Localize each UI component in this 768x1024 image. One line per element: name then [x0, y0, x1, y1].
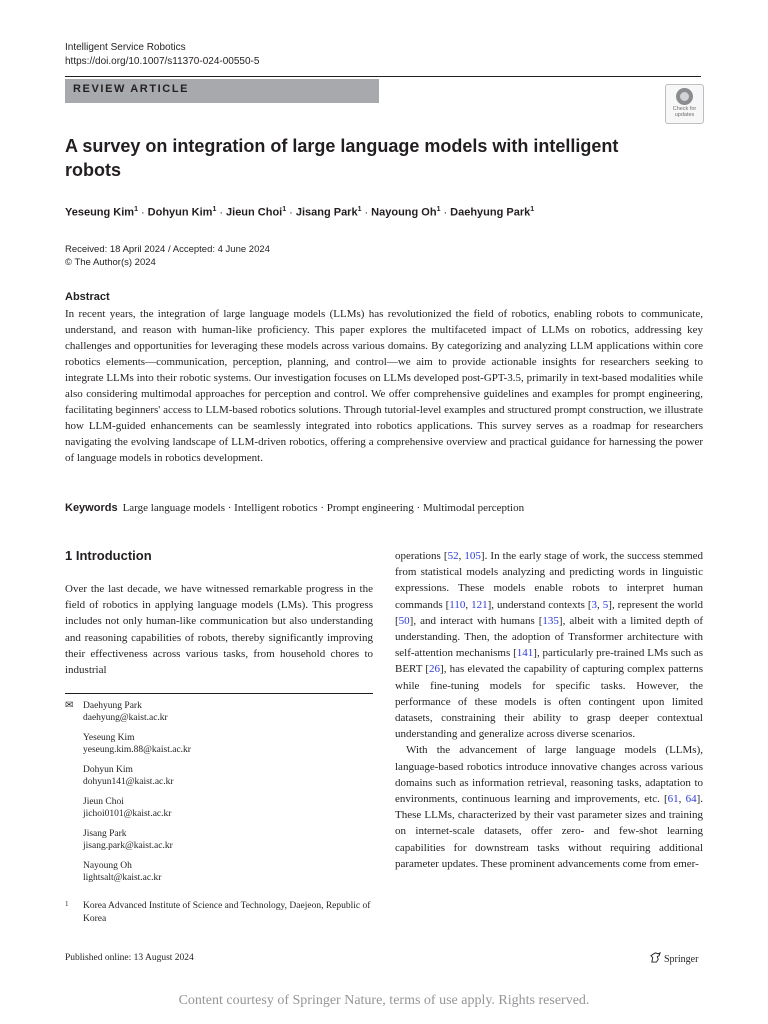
citation-link[interactable]: 135	[542, 614, 559, 627]
author-affiliation-mark: 1	[436, 206, 441, 213]
contact-name: Jieun Choi	[83, 797, 124, 807]
publisher-name: Springer	[664, 954, 699, 965]
check-updates-line2: updates	[674, 112, 695, 118]
contact-entry	[65, 764, 373, 788]
author-name[interactable]: Nayoung Oh	[371, 206, 437, 219]
springer-logo	[650, 952, 698, 965]
author-affiliation-mark: 1	[282, 206, 287, 213]
contact-email[interactable]: dohyun141@kaist.ac.kr	[83, 777, 174, 787]
check-updates-icon	[676, 88, 693, 105]
check-for-updates-badge[interactable]	[665, 84, 704, 124]
contact-name: Dohyun Kim	[83, 765, 133, 775]
article-dates	[65, 243, 270, 269]
received-accepted: Received: 18 April 2024 / Accepted: 4 June 2024	[65, 244, 270, 255]
abstract-text: In recent years, the integration of large language models (LLMs) has revolutionized the field of robotics, enabling robots to communicate, understand, and reason with human-like proficiency. This paper explores the multifaceted impact of LLMs on robotics, addressing key challenges and opportunities for leveraging these models across various domains. By categorizing and analyzing LLM applications within core robotics elements—communication, perception, planning, and control—we aim to provide actionable insights for researchers seeking to integrate LLMs into their robotic systems. Our investigation focuses on LLMs developed post-GPT-3.5, primarily in text-based modalities while also considering multimodal approaches for perception and control. We offer comprehensive guidelines and examples for prompt engineering, facilitating beginners' access to LLM-based robotics solutions. Through tutorial-level examples and structured prompt construction, we illustrate how LLM-guided enhancements can be seamlessly integrated into robotics applications. This survey serves as a roadmap for researchers navigating the evolving landscape of LLM-driven robotics, offering a comprehensive overview and practical guidance for harnessing the power of language models in robotics development.	[65, 308, 703, 464]
intro-paragraph-3: With the advancement of large language models (LLMs), language-based robotics introduce innovative changes across various domains such as information retrieval, reasoning tasks, adaptation to environments, continuous learning and improvements, etc. [61, 64]. These LLMs, characterized by their vast parameter sizes and training on internet-scale datasets, offer zero- and few-shot learning capabilities for downstream tasks without requiring additional parameter updates. These prominent advancements come from emer-	[395, 744, 703, 870]
abstract-heading: Abstract	[65, 291, 110, 303]
section-heading-introduction: 1 Introduction	[65, 548, 152, 563]
contact-name: Nayoung Oh	[83, 861, 132, 871]
intro-paragraph-2: operations [52, 105]. In the early stage of work, the success stemmed from statistical models analyzing and predicting words in linguistic expressions. These models enable robots to interpret human commands [110, 121], understand contexts [3, 5], represent the world [50], and interact with humans [135], albeit with a limited depth of understanding. Then, the adoption of Transformer architecture with self-attention mechanisms [141], particularly pre-trained LMs such as BERT [26], has elevated the capability of capturing complex patterns while fine-tuning models for specific tasks. However, the performance of these models is often contingent upon limited datasets, constraining their ability to grasp deeper contextual understanding and generalize across diverse scenarios.	[395, 550, 704, 741]
affiliation-number: 1	[65, 900, 69, 908]
citation-link[interactable]: 105	[464, 550, 481, 562]
author-separator: ·	[289, 206, 293, 219]
header-rule	[65, 76, 701, 77]
contact-email[interactable]: yeseung.kim.88@kaist.ac.kr	[83, 745, 191, 755]
author-name[interactable]: Jisang Park	[295, 206, 358, 219]
contact-name: Daehyung Park	[83, 701, 142, 711]
affiliation-text: Korea Advanced Institute of Science and Technology, Daejeon, Republic of Korea	[83, 901, 371, 924]
author-separator: ·	[443, 206, 448, 219]
intro-paragraph-1: Over the last decade, we have witnessed remarkable progress in the field of robotics in applying language models (LMs). This progress includes not only human-like communication but also understanding and reasoning capabilities of robots, thereby significantly improving their effectiveness across various tasks, from household chores to industrial	[65, 583, 373, 677]
keywords-label: Keywords	[65, 502, 118, 514]
author-contacts	[65, 700, 373, 892]
author-affiliation-mark: 1	[212, 206, 217, 213]
keywords-list: Large language models · Intelligent robotics · Prompt engineering · Multimodal perception	[122, 502, 525, 514]
published-date: Published online: 13 August 2024	[65, 953, 194, 963]
check-updates-line1: Check for	[672, 106, 697, 112]
author-affiliation-mark: 1	[134, 206, 138, 213]
author-affiliation-mark: 1	[530, 206, 535, 213]
doi-link[interactable]: https://doi.org/10.1007/s11370-024-00550-5	[65, 56, 260, 67]
citation-link[interactable]: 52	[447, 550, 459, 562]
envelope-icon: ✉	[65, 700, 74, 711]
citation-link[interactable]: 50	[398, 614, 410, 627]
contact-name: Jisang Park	[83, 829, 127, 839]
contact-entry	[65, 732, 373, 756]
footnote-rule	[65, 693, 373, 694]
contact-email[interactable]: lightsalt@kaist.ac.kr	[83, 873, 162, 883]
author-separator: ·	[140, 206, 145, 219]
citation-link[interactable]: 121	[471, 598, 488, 611]
citation-link[interactable]: 141	[516, 647, 534, 660]
author-affiliation-mark: 1	[357, 206, 362, 213]
contact-entry	[65, 828, 373, 852]
author-separator: ·	[219, 206, 224, 219]
citation-link[interactable]: 26	[429, 663, 441, 676]
journal-info	[65, 41, 259, 69]
right-column	[395, 548, 703, 872]
contact-email[interactable]: jichoi0101@kaist.ac.kr	[83, 809, 172, 819]
contact-email[interactable]: daehyung@kaist.ac.kr	[83, 713, 168, 723]
contact-entry	[65, 700, 373, 724]
contact-entry	[65, 796, 373, 820]
contact-email[interactable]: jisang.park@kaist.ac.kr	[83, 841, 173, 851]
citation-link[interactable]: 5	[602, 598, 609, 611]
journal-name: Intelligent Service Robotics	[65, 42, 186, 53]
citation-link[interactable]: 110	[449, 598, 466, 611]
author-name[interactable]: Yeseung Kim	[65, 206, 135, 219]
citation-link[interactable]: 3	[591, 598, 598, 611]
citation-link[interactable]: 61	[667, 793, 679, 806]
springer-horse-icon	[650, 952, 661, 963]
copyright-line: © The Author(s) 2024	[65, 257, 156, 268]
keywords	[65, 500, 524, 516]
article-type-banner	[65, 79, 379, 103]
article-type-label: REVIEW ARTICLE	[73, 83, 190, 95]
citation-link[interactable]: 64	[685, 793, 697, 806]
content-courtesy-notice: Content courtesy of Springer Nature, terms of use apply. Rights reserved.	[178, 993, 590, 1008]
author-separator: ·	[364, 206, 369, 219]
author-name[interactable]: Dohyun Kim	[147, 206, 213, 219]
paper-title: A survey on integration of large language models with intelligent robots	[65, 136, 619, 180]
author-name[interactable]: Jieun Choi	[226, 206, 283, 219]
author-name[interactable]: Daehyung Park	[450, 206, 531, 219]
author-list	[65, 202, 534, 221]
contact-name: Yeseung Kim	[83, 733, 135, 743]
contact-entry	[65, 860, 373, 884]
